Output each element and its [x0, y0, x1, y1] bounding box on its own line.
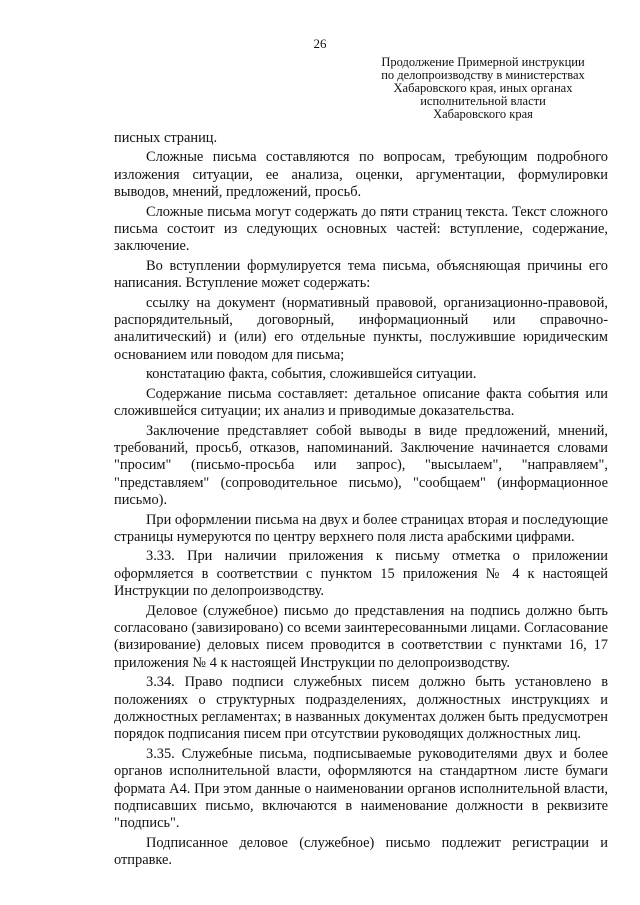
header-note-line: исполнительной власти [420, 94, 546, 108]
paragraph: констатацию факта, события, сложившейся ситуации. [146, 366, 477, 383]
header-note-line: Хабаровского края, иных органах [393, 81, 573, 95]
header-note-line: Продолжение Примерной инструкции [381, 55, 585, 69]
paragraph: 3.34. Право подписи служебных писем должно быть установлено в положениях о структурных подразделениях, должностных инструкциях и должностных регламентах; в названных документах должен быть предусмотрен порядок подписания писем при отсутствии руководящих должностных лиц. [114, 674, 608, 743]
page-number: 26 [313, 36, 327, 51]
paragraph: 3.33. При наличии приложения к письму отметка о приложении оформляется в соответствии с пунктом 15 приложения № 4 к настоящей Инструкции по делопроизводству. [114, 548, 608, 600]
body-text [114, 130, 608, 872]
header-note-line: Хабаровского края [433, 107, 533, 121]
paragraph: 3.35. Служебные письма, подписываемые руководителями двух и более органов исполнительной власти, оформляются на стандартном листе бумаги формата А4. При этом данные о наименовании органов исполнительной власти, подписавших письмо, включаются в наименование должности в реквизите "подпись". [114, 745, 608, 832]
paragraph: писных страниц. [114, 130, 218, 146]
header-note-line: по делопроизводству в министерствах [381, 68, 585, 82]
paragraph: Сложные письма составляются по вопросам, требующим подробного изложения ситуации, ее анализа, оценки, аргументации, формулировки выводов, мнений, предложений, просьб. [114, 149, 608, 201]
paragraph: При оформлении письма на двух и более страницах вторая и последующие страницы нумеруются по центру верхнего поля листа арабскими цифрами. [114, 511, 608, 545]
paragraph: Заключение представляет собой выводы в виде предложений, мнений, требований, просьб, отказов, напоминаний. Заключение начинается словами "просим" (письмо-просьба или запрос), "высылаем", "направляем", "представляем" (сопроводительное письмо), "сообщаем" (информационное письмо). [114, 422, 608, 509]
paragraph: Во вступлении формулируется тема письма, объясняющая причины его написания. Вступление может содержать: [114, 257, 608, 292]
header-note [358, 56, 608, 121]
paragraph: Подписанное деловое (служебное) письмо подлежит регистрации и отправке. [114, 834, 608, 869]
paragraph: Содержание письма составляет: детальное описание факта события или сложившейся ситуации; их анализ и приводимые доказательства. [114, 385, 608, 420]
paragraph: ссылку на документ (нормативный правовой, организационно-правовой, распорядительный, договорный, информационный или справочно-аналитический) и (или) его отдельные пункты, послужившие юридическим основанием или поводом для письма; [114, 294, 608, 363]
paragraph: Сложные письма могут содержать до пяти страниц текста. Текст сложного письма состоит из следующих основных частей: вступление, содержание, заключение. [114, 203, 608, 255]
paragraph: Деловое (служебное) письмо до представления на подпись должно быть согласовано (завизировано) со всеми заинтересованными лицами. Согласование (визирование) деловых писем проводится в соответствии с пунктами 16, 17 приложения № 4 к настоящей Инструкции по делопроизводству. [114, 602, 608, 671]
